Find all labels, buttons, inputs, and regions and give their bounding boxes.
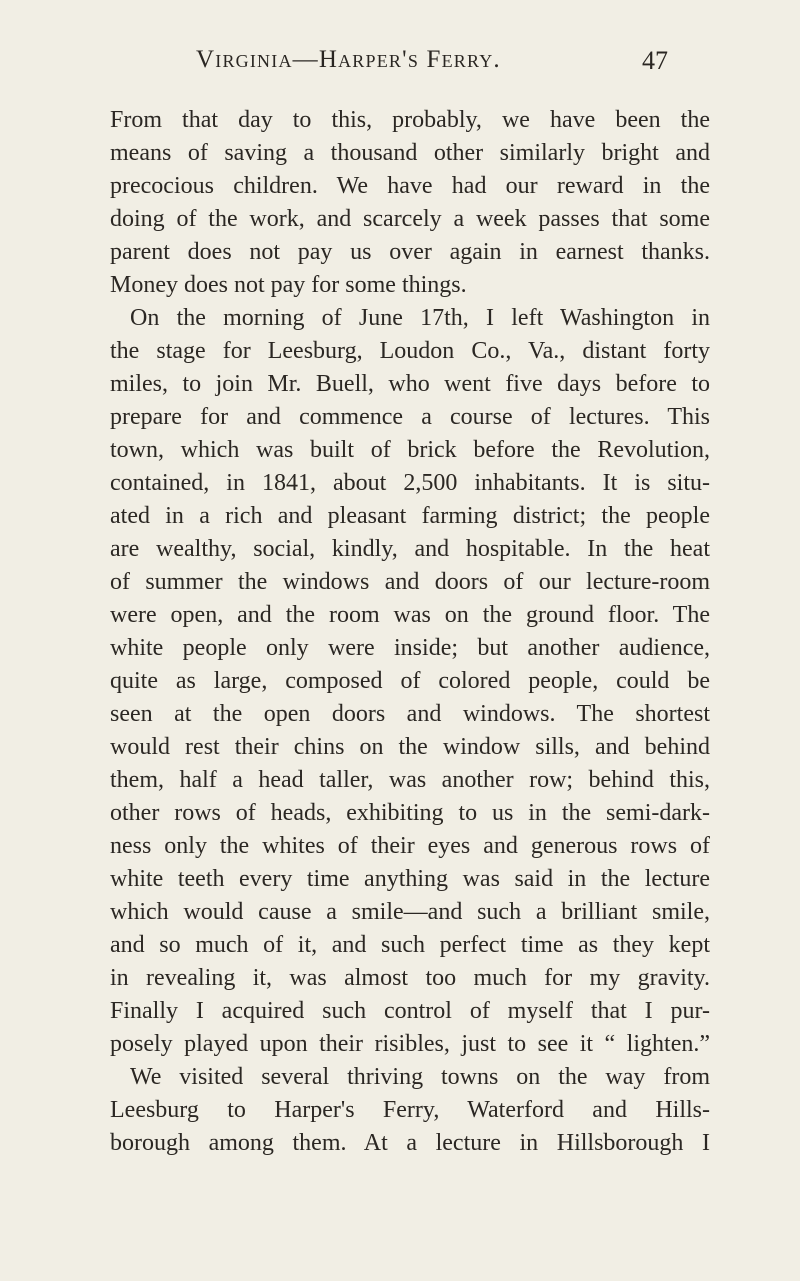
page-number: 47 — [642, 46, 668, 75]
text-line: miles, to join Mr. Buell, who went five days before to — [110, 371, 710, 397]
text-line: posely played upon their risibles, just to see it “ lighten.” — [110, 1031, 710, 1057]
text-line: town, which was built of brick before the Revolution, — [110, 437, 710, 463]
text-line: the stage for Leesburg, Loudon Co., Va., distant forty — [110, 338, 710, 364]
text-line: white teeth every time anything was said in the lecture — [110, 866, 710, 892]
text-line: contained, in 1841, about 2,500 inhabitants. It is situ- — [110, 470, 710, 496]
text-line: are wealthy, social, kindly, and hospitable. In the heat — [110, 536, 710, 562]
text-line: would rest their chins on the window sills, and behind — [110, 734, 710, 760]
text-line: ated in a rich and pleasant farming district; the people — [110, 503, 710, 529]
body-text — [110, 104, 710, 1160]
text-line: other rows of heads, exhibiting to us in the semi-dark- — [110, 800, 710, 826]
page-header — [0, 40, 800, 80]
text-line: borough among them. At a lecture in Hillsborough I — [110, 1130, 710, 1156]
text-line: doing of the work, and scarcely a week passes that some — [110, 206, 710, 232]
text-line: prepare for and commence a course of lectures. This — [110, 404, 710, 430]
text-line: were open, and the room was on the ground floor. The — [110, 602, 710, 628]
text-line: which would cause a smile—and such a brilliant smile, — [110, 899, 710, 925]
text-line: We visited several thriving towns on the way from — [130, 1064, 710, 1090]
text-line: From that day to this, probably, we have been the — [110, 107, 710, 133]
text-line: ness only the whites of their eyes and generous rows of — [110, 833, 710, 859]
text-line: precocious children. We have had our reward in the — [110, 173, 710, 199]
running-head: Virginia—Harper's Ferry. — [196, 46, 501, 73]
text-line: means of saving a thousand other similarly bright and — [110, 140, 710, 166]
text-line: of summer the windows and doors of our lecture-room — [110, 569, 710, 595]
text-line: seen at the open doors and windows. The shortest — [110, 701, 710, 727]
text-line: in revealing it, was almost too much for my gravity. — [110, 965, 710, 991]
text-line: them, half a head taller, was another row; behind this, — [110, 767, 710, 793]
text-line: Leesburg to Harper's Ferry, Waterford and Hills- — [110, 1097, 710, 1123]
text-line: parent does not pay us over again in earnest thanks. — [110, 239, 710, 265]
text-line: and so much of it, and such perfect time as they kept — [110, 932, 710, 958]
text-line: quite as large, composed of colored people, could be — [110, 668, 710, 694]
text-line: Money does not pay for some things. — [110, 272, 467, 298]
text-line: white people only were inside; but another audience, — [110, 635, 710, 661]
text-line: Finally I acquired such control of myself that I pur- — [110, 998, 710, 1024]
text-line: On the morning of June 17th, I left Washington in — [130, 305, 710, 331]
